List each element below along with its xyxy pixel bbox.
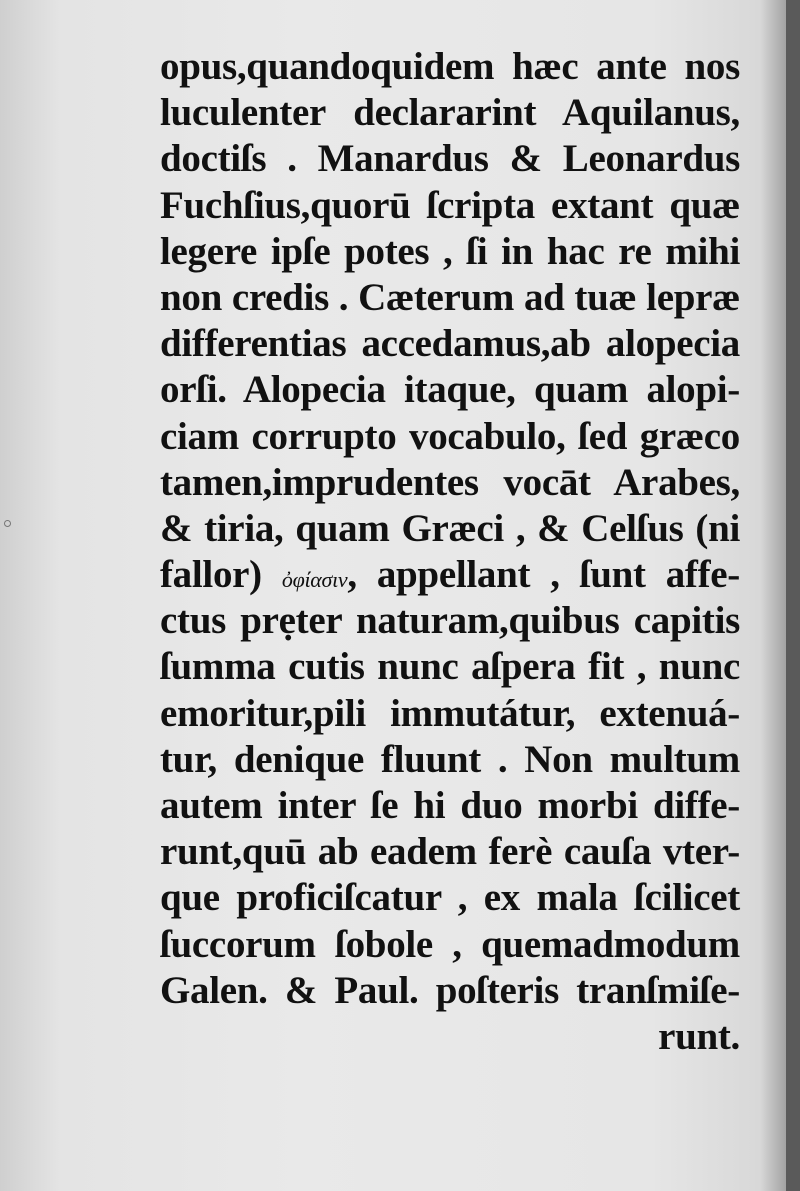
text-line: doctiſs . Manardus & Leonardus (160, 137, 740, 181)
text-line: non credis . Cæterum ad tuæ lepræ (160, 275, 740, 319)
text-line: emoritur,pili immutátur, extenuá- (160, 691, 740, 735)
text-line: legere ipſe potes , ſi in hac re mihi (160, 229, 740, 273)
text-line: ctus prẹter naturam,quibus capitis (160, 599, 740, 643)
text-line: ciam corrupto vocabulo, ſed græco (160, 414, 740, 458)
greek-word: ὀφίασιν (281, 567, 348, 593)
text-line: luculenter declararint Aquilanus, (160, 91, 740, 135)
text-line: Fuchſius,quorū ſcripta extant quæ (160, 183, 740, 227)
text-line: que proficiſcatur , ex mala ſcilicet (160, 876, 740, 920)
catchword-line: runt. (658, 1014, 740, 1058)
text-line: tur, denique fluunt . Non multum (160, 737, 740, 781)
text-line: differentias accedamus,ab alopecia (160, 322, 740, 366)
margin-mark (4, 520, 11, 527)
text-line: orſi. Alopecia itaque, quam alopi- (160, 368, 740, 412)
text-line: opus,quandoquidem hæc ante nos (160, 45, 740, 88)
text-line: runt,quū ab eadem ferè cauſa vter- (160, 830, 740, 874)
text-line: ſuccorum ſobole , quemadmodum (160, 922, 740, 966)
text-line: ſumma cutis nunc aſpera fit , nunc (160, 645, 740, 689)
text-line: autem inter ſe hi duo morbi diffe- (160, 784, 740, 827)
text-fragment: fallor) (160, 553, 262, 597)
text-line: & tiria, quam Græci , & Celſus (ni (160, 506, 740, 550)
page-gutter-shadow (786, 0, 800, 1191)
body-text (160, 44, 740, 1060)
text-fragment: , appellant , ſunt affe- (347, 553, 740, 597)
text-line: Galen. & Paul. poſteris tranſmiſe- (160, 968, 740, 1012)
text-line: tamen,imprudentes vocāt Arabes, (160, 460, 740, 504)
text-line-greek (160, 552, 740, 598)
